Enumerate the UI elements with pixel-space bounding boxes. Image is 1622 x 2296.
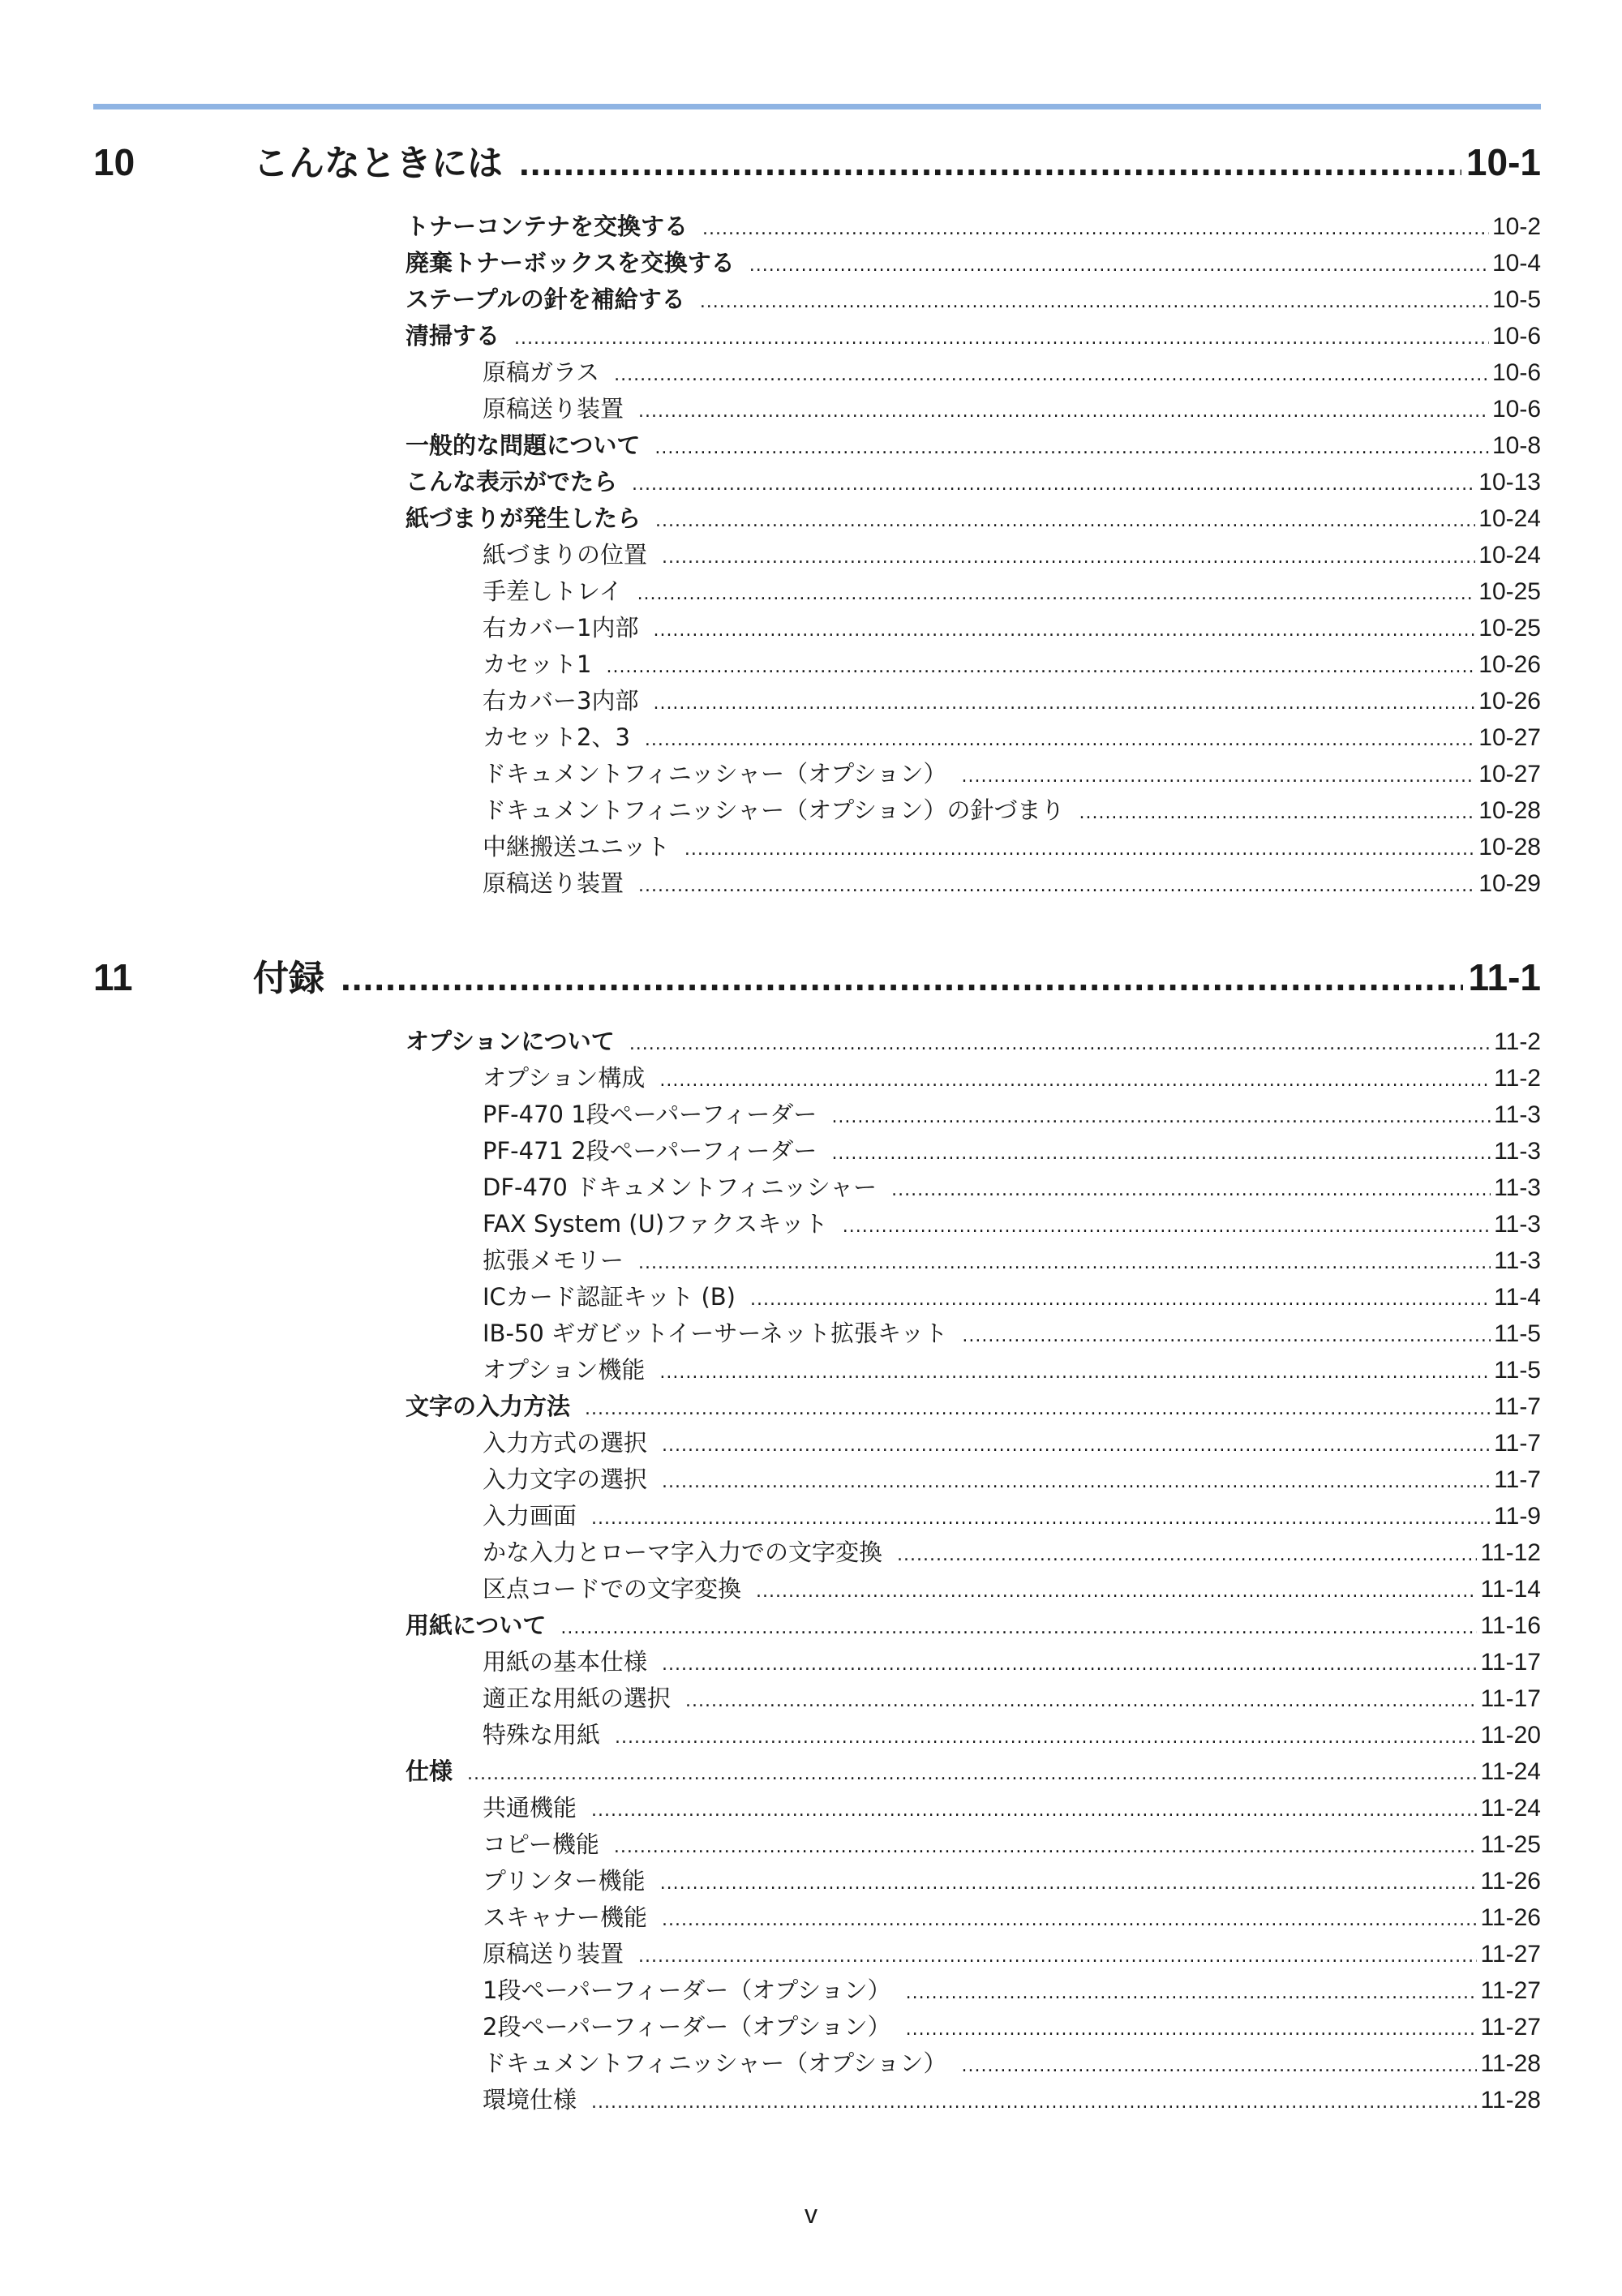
- toc-subsection-entry[interactable]: [483, 1571, 1541, 1607]
- entry-label: コピー機能: [483, 1830, 599, 1858]
- header-rule: [93, 104, 1541, 109]
- dot-leader: [662, 1902, 1477, 1938]
- page-number: v: [805, 2199, 817, 2229]
- toc-subsection-entry[interactable]: [483, 1498, 1541, 1534]
- entry-page-number: 10-25: [1478, 615, 1541, 642]
- toc-subsection-entry[interactable]: [483, 865, 1541, 902]
- entry-label: 一般的な問題について: [406, 431, 641, 459]
- dot-leader: [591, 1500, 1491, 1537]
- dot-leader: [655, 503, 1475, 539]
- toc-subsection-entry[interactable]: [483, 391, 1541, 427]
- toc-subsection-entry[interactable]: [483, 1461, 1541, 1498]
- dot-leader: [614, 357, 1489, 393]
- entry-page-number: 11-2: [1494, 1028, 1541, 1055]
- entry-label: ステープルの針を補給する: [406, 285, 685, 313]
- dot-leader: [684, 831, 1475, 868]
- entry-page-number: 11-3: [1494, 1174, 1541, 1201]
- dot-leader: [831, 1135, 1491, 1172]
- toc-subsection-entry[interactable]: [483, 1133, 1541, 1169]
- entry-label: 右カバー3内部: [483, 687, 639, 715]
- entry-page-number: 10-24: [1478, 505, 1541, 532]
- toc-subsection-entry[interactable]: [483, 573, 1541, 610]
- entry-page-number: 11-24: [1480, 1758, 1541, 1785]
- entry-label: 用紙の基本仕様: [483, 1648, 648, 1676]
- entry-page-number: 11-12: [1480, 1539, 1541, 1566]
- dot-leader: [906, 1975, 1478, 2011]
- toc-subsection-entry[interactable]: [483, 354, 1541, 391]
- dot-leader: [467, 1756, 1477, 1792]
- entry-label: 原稿ガラス: [483, 358, 600, 386]
- entry-page-number: 11-27: [1480, 1941, 1541, 1968]
- toc-subsection-entry[interactable]: [483, 792, 1541, 829]
- entry-page-number: 11-2: [1494, 1065, 1541, 1092]
- dot-leader: [637, 576, 1476, 612]
- dot-leader: [962, 1318, 1491, 1354]
- dot-leader: [891, 1172, 1491, 1208]
- entry-page-number: 11-3: [1494, 1211, 1541, 1238]
- entry-page-number: 10-5: [1491, 286, 1541, 313]
- dot-leader: [662, 1427, 1491, 1464]
- entry-page-number: 11-27: [1480, 2014, 1541, 2041]
- dot-leader: [614, 1829, 1478, 1865]
- entry-page-number: 10-29: [1478, 870, 1541, 897]
- toc-section-entry[interactable]: [406, 1024, 1541, 1060]
- entry-page-number: 10-6: [1491, 359, 1541, 386]
- entry-label: PF-471 2段ペーパーフィーダー: [483, 1137, 817, 1165]
- chapter-entries: [93, 1024, 1541, 2118]
- entry-page-number: 11-9: [1494, 1503, 1541, 1530]
- dot-leader: [519, 140, 1461, 184]
- entry-page-number: 11-28: [1480, 2087, 1541, 2114]
- dot-leader: [685, 1683, 1477, 1719]
- toc-section-entry[interactable]: [406, 427, 1541, 464]
- entry-label: 入力文字の選択: [483, 1466, 648, 1493]
- chapter-entries: [93, 208, 1541, 902]
- toc-section-entry[interactable]: [406, 245, 1541, 281]
- entry-page-number: 11-25: [1480, 1831, 1541, 1858]
- toc-subsection-entry[interactable]: [483, 537, 1541, 573]
- toc-subsection-entry[interactable]: [483, 1169, 1541, 1206]
- entry-page-number: 11-16: [1480, 1612, 1541, 1639]
- entry-page-number: 11-14: [1480, 1576, 1541, 1603]
- dot-leader: [1079, 795, 1475, 831]
- entry-label: 環境仕様: [483, 2086, 577, 2114]
- chapter-11: [93, 949, 1541, 2118]
- toc-subsection-entry[interactable]: [483, 1826, 1541, 1863]
- chapter-heading[interactable]: [93, 134, 1541, 208]
- entry-page-number: 10-8: [1491, 432, 1541, 459]
- entry-page-number: 11-27: [1480, 1977, 1541, 2004]
- dot-leader: [629, 1026, 1491, 1062]
- toc-subsection-entry[interactable]: [483, 610, 1541, 646]
- entry-page-number: 11-7: [1494, 1430, 1541, 1457]
- entry-page-number: 11-3: [1494, 1247, 1541, 1274]
- entry-page-number: 11-17: [1480, 1685, 1541, 1712]
- toc-subsection-entry[interactable]: [483, 1972, 1541, 2009]
- dot-leader: [659, 1354, 1491, 1391]
- entry-label: 文字の入力方法: [406, 1393, 571, 1420]
- entry-label: DF-470 ドキュメントフィニッシャー: [483, 1174, 878, 1201]
- dot-leader: [961, 2048, 1477, 2084]
- entry-page-number: 10-26: [1478, 651, 1541, 678]
- toc-subsection-entry[interactable]: [483, 1790, 1541, 1826]
- chapter-page-number: 11-1: [1468, 956, 1541, 998]
- entry-label: 原稿送り装置: [483, 869, 624, 897]
- entry-page-number: 10-28: [1478, 834, 1541, 860]
- toc-subsection-entry[interactable]: [483, 2009, 1541, 2045]
- entry-label: 拡張メモリー: [483, 1247, 624, 1274]
- entry-label: オプション構成: [483, 1064, 646, 1092]
- dot-leader: [638, 1938, 1477, 1975]
- entry-page-number: 11-26: [1480, 1904, 1541, 1931]
- entry-label: 入力画面: [483, 1502, 577, 1530]
- toc-subsection-entry[interactable]: [483, 1097, 1541, 1133]
- dot-leader: [662, 1646, 1477, 1683]
- entry-page-number: 10-6: [1491, 323, 1541, 350]
- entry-page-number: 11-20: [1480, 1722, 1541, 1749]
- toc-subsection-entry[interactable]: [483, 1899, 1541, 1936]
- toc-subsection-entry[interactable]: [483, 1060, 1541, 1097]
- entry-label: 中継搬送ユニット: [483, 833, 670, 860]
- dot-leader: [591, 2084, 1477, 2121]
- dot-leader: [654, 430, 1489, 466]
- entry-label: 特殊な用紙: [483, 1721, 601, 1749]
- toc-subsection-entry[interactable]: [483, 1936, 1541, 1972]
- entry-page-number: 11-5: [1494, 1320, 1541, 1347]
- toc-subsection-entry[interactable]: [483, 1206, 1541, 1242]
- entry-page-number: 11-3: [1494, 1138, 1541, 1165]
- toc-section-entry[interactable]: [406, 464, 1541, 500]
- dot-leader: [659, 1062, 1491, 1099]
- entry-label: カセット2、3: [483, 723, 630, 751]
- chapter-title: 付録: [253, 958, 324, 999]
- chapter-page-number: 10-1: [1465, 141, 1541, 183]
- entry-page-number: 10-24: [1478, 542, 1541, 569]
- dot-leader: [341, 955, 1463, 999]
- toc-subsection-entry[interactable]: [483, 683, 1541, 719]
- entry-page-number: 10-2: [1491, 213, 1541, 240]
- dot-leader: [653, 612, 1475, 649]
- dot-leader: [662, 1464, 1491, 1500]
- chapter-title: こんなときには: [253, 143, 503, 184]
- entry-label: PF-470 1段ペーパーフィーダー: [483, 1101, 817, 1128]
- toc-section-entry[interactable]: [406, 1388, 1541, 1425]
- dot-leader: [645, 722, 1475, 758]
- dot-leader: [653, 685, 1475, 722]
- entry-label: トナーコンテナを交換する: [406, 212, 689, 240]
- dot-leader: [906, 2011, 1478, 2048]
- dot-leader: [750, 1281, 1491, 1318]
- toc-subsection-entry[interactable]: [483, 2045, 1541, 2082]
- entry-label: ドキュメントフィニッシャー（オプション）: [483, 760, 947, 788]
- dot-leader: [638, 868, 1475, 904]
- entry-label: 入力方式の選択: [483, 1429, 648, 1457]
- dot-leader: [897, 1537, 1477, 1573]
- toc-subsection-entry[interactable]: [483, 1425, 1541, 1461]
- dot-leader: [843, 1208, 1491, 1245]
- entry-label: IB-50 ギガビットイーサーネット拡張キット: [483, 1320, 948, 1347]
- chapter-heading[interactable]: [93, 949, 1541, 1024]
- dot-leader: [638, 1245, 1491, 1281]
- dot-leader: [702, 211, 1489, 247]
- toc-section-entry[interactable]: [406, 318, 1541, 354]
- toc-section-entry[interactable]: [406, 281, 1541, 318]
- entry-label: 手差しトレイ: [483, 577, 623, 605]
- entry-label: 区点コードでの文字変換: [483, 1575, 742, 1603]
- dot-leader: [961, 758, 1475, 795]
- entry-page-number: 10-28: [1478, 797, 1541, 824]
- toc-section-entry[interactable]: [406, 1607, 1541, 1644]
- toc-subsection-entry[interactable]: [483, 1279, 1541, 1315]
- dot-leader: [700, 284, 1489, 320]
- entry-label: FAX System (U)ファクスキット: [483, 1210, 828, 1238]
- dot-leader: [591, 1792, 1477, 1829]
- toc-subsection-entry[interactable]: [483, 1534, 1541, 1571]
- entry-label: カセット1: [483, 650, 592, 678]
- entry-label: 原稿送り装置: [483, 1940, 624, 1968]
- entry-label: 右カバー1内部: [483, 614, 639, 642]
- entry-label: 用紙について: [406, 1611, 547, 1639]
- entry-label: 原稿送り装置: [483, 395, 624, 423]
- entry-page-number: 10-27: [1478, 724, 1541, 751]
- entry-page-number: 11-26: [1480, 1868, 1541, 1895]
- entry-page-number: 10-4: [1491, 250, 1541, 277]
- toc-subsection-entry[interactable]: [483, 1352, 1541, 1388]
- dot-leader: [749, 247, 1489, 284]
- toc-subsection-entry[interactable]: [483, 646, 1541, 683]
- entry-label: プリンター機能: [483, 1867, 646, 1895]
- dot-leader: [662, 539, 1475, 576]
- entry-label: ドキュメントフィニッシャー（オプション）の針づまり: [483, 796, 1065, 824]
- dot-leader: [756, 1573, 1477, 1610]
- entry-label: ドキュメントフィニッシャー（オプション）: [483, 2049, 947, 2077]
- entry-page-number: 10-27: [1478, 761, 1541, 788]
- entry-label: 廃棄トナーボックスを交換する: [406, 249, 735, 277]
- entry-label: 2段ペーパーフィーダー（オプション）: [483, 2013, 891, 2041]
- dot-leader: [585, 1391, 1491, 1427]
- dot-leader: [606, 649, 1475, 685]
- dot-leader: [831, 1099, 1491, 1135]
- chapter-number: 11: [93, 956, 133, 998]
- entry-page-number: 11-17: [1480, 1649, 1541, 1676]
- dot-leader: [632, 466, 1475, 503]
- toc-section-entry[interactable]: [406, 208, 1541, 245]
- toc-subsection-entry[interactable]: [483, 1717, 1541, 1753]
- toc-section-entry[interactable]: [406, 500, 1541, 537]
- entry-page-number: 11-5: [1494, 1357, 1541, 1384]
- chapter-number: 10: [93, 141, 135, 183]
- dot-leader: [660, 1865, 1478, 1902]
- entry-label: 共通機能: [483, 1794, 577, 1822]
- dot-leader: [514, 320, 1489, 357]
- entry-label: 清掃する: [406, 322, 500, 350]
- entry-page-number: 11-4: [1494, 1284, 1541, 1311]
- dot-leader: [560, 1610, 1477, 1646]
- dot-leader: [638, 393, 1489, 430]
- entry-label: 適正な用紙の選択: [483, 1684, 672, 1712]
- entry-label: 紙づまりが発生したら: [406, 504, 642, 532]
- toc-subsection-entry[interactable]: [483, 829, 1541, 865]
- table-of-contents: [93, 134, 1541, 2165]
- toc-subsection-entry[interactable]: [483, 1242, 1541, 1279]
- toc-section-entry[interactable]: [406, 1753, 1541, 1790]
- entry-label: 紙づまりの位置: [483, 541, 648, 569]
- entry-label: 1段ペーパーフィーダー（オプション）: [483, 1976, 891, 2004]
- entry-page-number: 11-7: [1494, 1393, 1541, 1420]
- toc-subsection-entry[interactable]: [483, 1315, 1541, 1352]
- entry-label: スキャナー機能: [483, 1903, 648, 1931]
- entry-page-number: 10-6: [1491, 396, 1541, 423]
- chapter-10: [93, 134, 1541, 902]
- toc-subsection-entry[interactable]: [483, 2082, 1541, 2118]
- entry-page-number: 10-25: [1478, 578, 1541, 605]
- dot-leader: [615, 1719, 1477, 1756]
- toc-subsection-entry[interactable]: [483, 756, 1541, 792]
- entry-label: 仕様: [406, 1757, 453, 1785]
- entry-page-number: 11-7: [1494, 1466, 1541, 1493]
- toc-subsection-entry[interactable]: [483, 719, 1541, 756]
- entry-label: オプション機能: [483, 1356, 646, 1384]
- entry-label: こんな表示がでたら: [406, 468, 618, 496]
- entry-label: かな入力とローマ字入力での文字変換: [483, 1539, 883, 1566]
- entry-page-number: 10-13: [1478, 469, 1541, 496]
- entry-label: ICカード認証キット (B): [483, 1283, 736, 1311]
- entry-label: オプションについて: [406, 1028, 615, 1055]
- toc-subsection-entry[interactable]: [483, 1863, 1541, 1899]
- toc-subsection-entry[interactable]: [483, 1644, 1541, 1680]
- toc-subsection-entry[interactable]: [483, 1680, 1541, 1717]
- entry-page-number: 11-24: [1480, 1795, 1541, 1822]
- entry-page-number: 11-3: [1494, 1101, 1541, 1128]
- entry-page-number: 10-26: [1478, 688, 1541, 715]
- entry-page-number: 11-28: [1480, 2050, 1541, 2077]
